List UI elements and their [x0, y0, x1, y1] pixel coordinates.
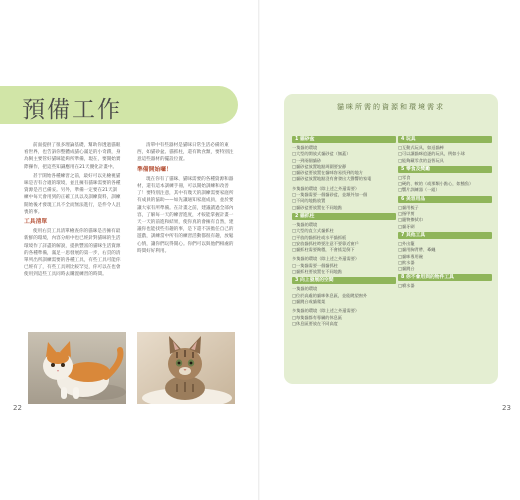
- checklist-item: □貓砂盆要放置在不同地點: [292, 204, 343, 210]
- checklist-item: □貓砂盆放置地點沒有會發出大聲響的家電: [292, 176, 372, 182]
- left-column-1: [24, 142, 121, 281]
- checklist-column-2: [398, 134, 492, 290]
- checklist-item: □每隻貓都有專屬的休息區: [292, 314, 343, 320]
- checklist-item: □硬的、軟的（或那類小點心，如鮪魚）: [398, 181, 474, 187]
- checklist-item: □平放的貓抓柱或水平貓抓板: [292, 234, 347, 240]
- checklist-item: □能夠藏零食的益智玩具: [398, 157, 444, 163]
- checklist-subheading: 一隻貓的環境: [292, 286, 318, 292]
- checklist-subheading: 一隻貓的環境: [292, 145, 318, 150]
- checklist-section-heading: 8 你不會用到的物件工具: [398, 274, 492, 281]
- page-title: 預備工作: [22, 97, 122, 123]
- checklist-section-heading: 5 零食及獎勵: [398, 166, 492, 173]
- checklist-item: □大型的開放式貓砂盆（無蓋）: [292, 151, 351, 157]
- checklist-subheading: 一隻貓的環境: [292, 221, 318, 227]
- page-number-left: 22: [13, 404, 22, 412]
- checklist-item: □貓抓柱要放置在不同地點: [292, 269, 343, 275]
- checklist-subheading: 多隻貓的環境（除上述之外還需要）: [292, 256, 360, 262]
- checklist-item: □寵物擦拭巾: [398, 217, 423, 223]
- checklist-item: □可以讓貓咪追逐的玩具，例如小球: [398, 151, 465, 157]
- checklist-item: □響片訓練器（一組）: [398, 187, 440, 193]
- left-column-2: [137, 142, 234, 257]
- checklist-section-heading: 6 美容用品: [398, 196, 492, 203]
- page-number-right: 23: [502, 404, 511, 412]
- checklist-subheading: 多隻貓的環境（除上述之外還需要）: [292, 308, 360, 314]
- paragraph: 使用右頁工具清單檢查你的貓咪是否擁有最新鮮的環境，內容分組中也已經針對貓咪的生活環境作了詳盡的解說，提供豐富的貓咪生活資源的各種準備，滿足一思發展的第一步，右頁的清單列出所訓練需要的各種工具，有些工具可能你已經有了，有些工具則比較罕見，你可以在也會使用到這些工具同時去購置練習的時間。: [24, 229, 121, 278]
- checklist-item: □貓抓柱需要夠穩，不會搖晃倒下: [292, 247, 355, 253]
- paragraph: 甚于開始各種練習之前，最好可以先檢視貓咪是否有合適的環境，並且擁有貓咪需要的各種資源是否已備妥。另外，準備一定要在21天訓練中每天會用到的正確工具以及訓練資料，訓練開始後才發現工具不全而無法進行，是件令人沮喪的事。: [24, 173, 121, 215]
- checklist-item: □貓咪專用碗: [398, 253, 423, 259]
- prep-heading: 準備開始囉！: [137, 166, 172, 173]
- checklist-item: □位於高處的貓咪休息區，並能眺望窗外: [292, 292, 368, 298]
- kitten-photo-1: [28, 332, 126, 404]
- checklist-item: □貓跳台: [398, 266, 415, 272]
- checklist-section-heading: 4 玩具: [398, 136, 492, 143]
- checklist-item: □貓用胸背帶、牽繩: [398, 247, 436, 253]
- checklist-section-heading: 7 其他工具: [398, 232, 492, 239]
- checklist-item: □安放貓抓柱時要注意不要靠近窗戶: [292, 240, 359, 246]
- checklist-item: □一隻貓需要一個貓抓柱: [292, 262, 338, 268]
- checklist-item: □一到兩個貓砂: [292, 157, 322, 163]
- resource-checklist-panel: [284, 94, 498, 384]
- checklist-section-heading: 3 向上發展的空間: [292, 277, 396, 284]
- checklist-item: □指甲剪: [398, 211, 415, 217]
- checklist-item: □貓跳台或貓爬架: [292, 298, 326, 304]
- checklist-item: □休息區要放在不同高度: [292, 320, 338, 326]
- checklist-item: □貓砂盆要放置在貓咪容易找到的地方: [292, 170, 363, 176]
- checklist-item: □外出籠: [398, 240, 415, 246]
- checklist-item: □貓砂盆放置地點周圍要安靜: [292, 163, 347, 169]
- paragraph: 清單中有些器材是貓咪日常生活必備的東西，如貓砂盆、貓抓柱，還有飲食類，要特別注意這些器材的擺設位置。: [137, 143, 234, 163]
- checklist-item: □不同的地點放置: [292, 198, 326, 204]
- panel-title: 貓咪所需的資源和環境需求: [337, 103, 445, 111]
- checklist-column-1: [292, 134, 396, 327]
- checklist-item: □零食: [398, 174, 411, 180]
- tools-heading: 工具清單: [24, 219, 48, 226]
- checklist-item: □互動式玩具，如逗貓棒: [398, 145, 444, 150]
- checklist-section-heading: 2 貓抓柱: [292, 213, 396, 220]
- paragraph: 前面提供了很多理論基礎，幫助你透過貓眼看世界，也告訴你整體成貓心滿足的小奇蹟，身為飼主要管好貓咪能夠所準備，現在，要開始實際操作，把這些知識應用在21天優化計畫中。: [24, 143, 121, 170]
- checklist-item: □大型的直立式貓抓柱: [292, 228, 334, 234]
- checklist-section-heading: 1 貓砂盆: [292, 136, 396, 143]
- checklist-subheading: 多隻貓的環境（除上述之外還需要）: [292, 185, 360, 191]
- checklist-item: □貓牙刷: [398, 223, 415, 229]
- paragraph: 現在你有了貓咪、貓咪需要的各種資源和器材，還有這本訓練手冊，可以開始訓練和改善了！要特別注意，其中有幾天的訓練需要家庭所有成員的協助——如先讓通知家庭成員，並於要讓大家有所準備。在計畫之前，建議讀過全部內容，了解每一天的練習進度，才較能掌握計畫一天一天的前進和結果，使你真的會擁有自然，建議你也能找些有趣的事，是下還不該擔任自己的遊戲，訓練當中所有的練習活動都很有趣，放鬆心情，讓你們玩得開心。你們可以與他們相處的時間好好利用。: [137, 176, 234, 254]
- checklist-item: □貓用梳子: [398, 204, 419, 210]
- checklist-item: □一隻貓需要一個貓砂盆，並額外加一個: [292, 192, 368, 198]
- checklist-item: □飲水器: [398, 259, 415, 265]
- kitten-photo-2: [137, 332, 235, 404]
- checklist-item: □噴水器: [398, 283, 415, 289]
